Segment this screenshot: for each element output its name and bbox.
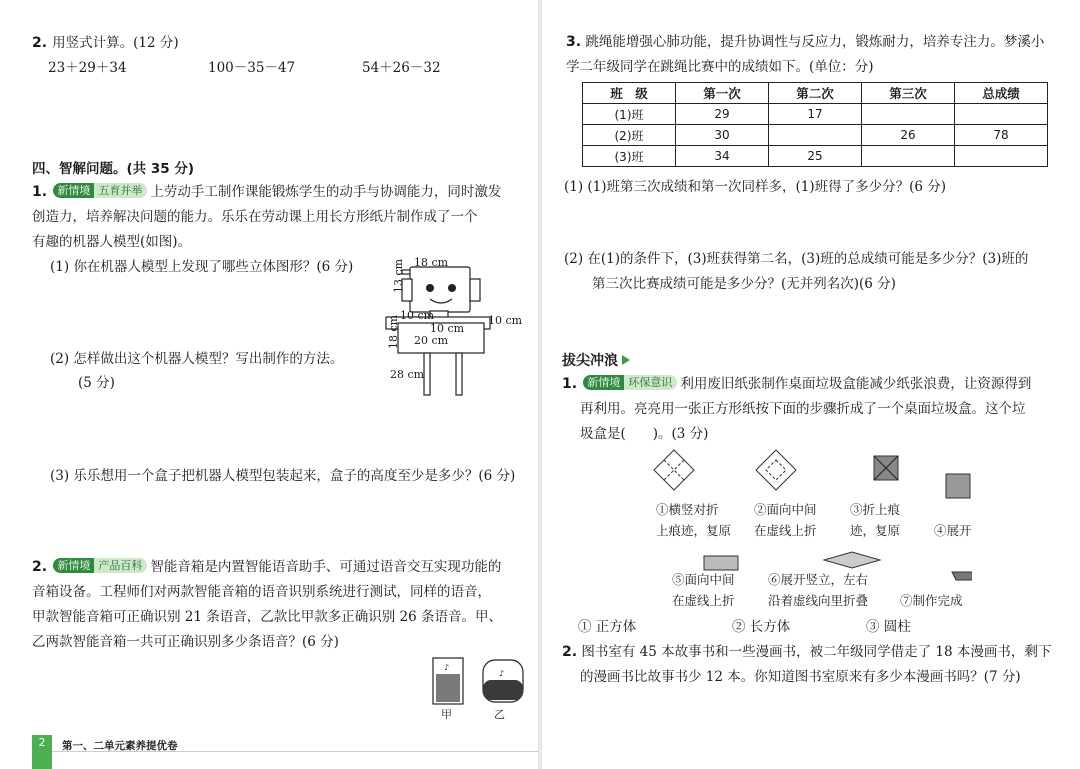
p2-line4: 乙两款智能音箱一共可正确识别多少条语音？(6 分) [32,634,339,650]
q2-number: 2. [32,35,48,51]
expr-1: 23＋29＋34 [48,60,127,76]
q3-line2: 学二年级同学在跳绳比赛中的成绩如下。(单位：分) [566,59,874,75]
p1-sub2b: (5 分) [78,375,115,391]
option-3: ③ 圆柱 [866,619,911,635]
p1-number: 1. [32,184,48,200]
table-cell: 17 [769,104,862,125]
speaker-b-base [483,680,523,700]
fold-step-5-paper [704,556,738,570]
table-cell [862,146,955,167]
p2-line3: 甲款智能音箱可正确识别 21 条语音，乙款比甲款多正确识别 26 条语音。甲、 [32,609,503,625]
p1-sub2a: (2) 怎样做出这个机器人模型？写出制作的方法。 [50,351,344,367]
dim-body-width: 20 cm [414,334,449,347]
p1-line3: 有趣的机器人模型(如图)。 [32,234,192,250]
c2-line2: 的漫画书比故事书少 12 本。你知道图书室原来有多少本漫画书吗？(7 分) [580,669,1021,685]
p1-tag-b: 五育并举 [94,183,147,198]
p2-tag [53,558,147,573]
q3-line1: 跳绳能增强心肺功能，提升协调性与反应力，锻炼耐力，培养专注力。梦溪小 [585,34,1045,50]
dim-head-width: 18 cm [414,256,449,269]
table-cell [862,104,955,125]
robot-ear-right [470,279,480,301]
p1-line2: 创造力，培养解决问题的能力。乐乐在劳动课上用长方形纸片制作成了一个 [32,209,478,225]
fold-step-5-a: ⑤面向中间 [672,572,735,587]
c1-line1: 利用废旧纸张制作桌面垃圾盒能减少纸张浪费，让资源得到 [680,376,1032,392]
p2-tag-a: 新情境 [53,558,94,573]
robot-eye-left [426,284,434,292]
speaker-a-label: 甲 [441,708,452,721]
table-cell: (2)班 [583,125,676,146]
p1-line1: 上劳动手工制作课能锻炼学生的动手与协调能力，同时激发 [150,184,502,200]
fold-step-3-a: ③折上痕 [850,502,901,517]
expr-2: 100－35－47 [208,60,296,76]
dim-arm-left: 10 cm [400,309,435,322]
fold-step-4-square [946,474,970,498]
robot-head [410,267,470,312]
speaker-a-grille [436,674,460,702]
table-cell: 25 [769,146,862,167]
p1-tag-a: 新情境 [53,183,94,198]
table-row [583,104,1048,125]
q2-heading [32,32,179,53]
fold-step-3-b: 迹，复原 [850,523,901,538]
q3-sub2 [564,247,1074,297]
table-cell [769,125,862,146]
page-number: 2 [32,735,52,769]
speaker-b-label: 乙 [494,708,505,721]
p2-text [32,555,532,655]
p2-number: 2. [32,559,48,575]
right-page [542,0,1080,769]
music-note-icon-2: ♪ [499,669,505,678]
fold-step-4-a: ④展开 [934,523,972,538]
q2-title: 用竖式计算。(12 分) [52,35,179,51]
table-row [583,146,1048,167]
dim-head-height: 13 cm [392,258,405,293]
header-third: 第三次 [862,83,955,104]
p1-tag [53,183,147,198]
table-cell: 30 [676,125,769,146]
speakers-figure [425,654,525,714]
q3-sub1: (1) (1)班第三次成绩和第一次同样多，(1)班得了多少分？(6 分) [564,179,947,195]
fold-step-6-b: 沿着虚线向里折叠 [768,593,869,608]
fold-step-6-paper [824,552,880,568]
fold-step-1-b: 上痕迹，复原 [656,523,732,538]
music-note-icon: ♪ [444,663,450,672]
footer-title: 第一、二单元素养提优卷 [62,740,178,752]
p2-tag-b: 产品百科 [94,558,147,573]
challenge-heading [562,350,630,370]
p2-line2: 音箱设备。工程师们对两款智能音箱的语音识别系统进行测试，同样的语音， [32,584,491,600]
c1-tag [583,375,677,390]
c1-tag-a: 新情境 [583,375,624,390]
score-table [582,82,1048,167]
c1-line3: 圾盒是( )。(3 分) [580,426,709,442]
c2-line1: 图书室有 45 本故事书和一些漫画书，被二年级同学借走了 18 本漫画书，剩下 [581,644,1052,660]
fold-step-2-b: 在虚线上折 [754,523,817,538]
robot-leg-right [456,353,462,395]
option-1: ① 正方体 [578,619,637,635]
fold-step-1-paper [654,450,694,490]
table-cell: 29 [676,104,769,125]
dim-leg: 28 cm [390,368,425,381]
p2-line1: 智能音箱是内置智能语音助手、可通过语音交互实现功能的 [150,559,502,575]
robot-eye-right [448,284,456,292]
expr-3: 54＋26－32 [362,60,441,76]
table-row [583,125,1048,146]
section-4-title: 四、智解问题。(共 35 分) [32,161,195,177]
c1-number: 1. [562,376,578,392]
option-2: ② 长方体 [732,619,791,635]
header-class: 班 级 [583,83,676,104]
score-table-header [583,83,1048,104]
table-cell: 26 [862,125,955,146]
left-page [0,0,538,769]
dim-neck: 10 cm [430,322,465,335]
c1-text [562,372,1072,447]
q3-sub2a: (2) 在(1)的条件下，(3)班获得第二名，(3)班的总成绩可能是多少分？(3)班的 [564,251,1029,267]
fold-step-1-a: ①横竖对折 [656,502,719,517]
q3-text [566,30,1070,80]
fold-step-7-a: ⑦制作完成 [900,593,963,608]
table-cell: 78 [955,125,1048,146]
table-cell [955,104,1048,125]
dim-arm-right: 10 cm [488,314,523,327]
header-first: 第一次 [676,83,769,104]
c2-number: 2. [562,644,578,660]
fold-step-7-box [952,572,972,580]
fold-step-6-a: ⑥展开竖立，左右 [768,572,869,587]
p1-sub1: (1) 你在机器人模型上发现了哪些立体图形？(6 分) [50,259,354,275]
table-cell: 34 [676,146,769,167]
header-total: 总成绩 [955,83,1048,104]
challenge-title: 拔尖冲浪 [562,353,618,369]
c2-text [562,640,1074,690]
header-second: 第二次 [769,83,862,104]
c1-line2: 再利用。亮亮用一张正方形纸按下面的步骤折成了一个桌面垃圾盒。这个垃 [580,401,1026,417]
p1-sub3: (3) 乐乐想用一个盒子把机器人模型包装起来，盒子的高度至少是多少？(6 分) [50,468,516,484]
table-cell [955,146,1048,167]
table-cell: (1)班 [583,104,676,125]
robot-leg-left [424,353,430,395]
table-cell: (3)班 [583,146,676,167]
q3-sub2b: 第三次比赛成绩可能是多少分？(无并列名次)(6 分) [592,276,896,292]
arrow-icon [622,355,630,365]
c1-tag-b: 环保意识 [624,375,677,390]
p1-text [32,180,532,255]
dim-body-height: 18 cm [387,314,400,349]
fold-step-2-a: ②面向中间 [754,502,817,517]
fold-step-5-b: 在虚线上折 [672,593,735,608]
q3-number: 3. [566,34,582,50]
